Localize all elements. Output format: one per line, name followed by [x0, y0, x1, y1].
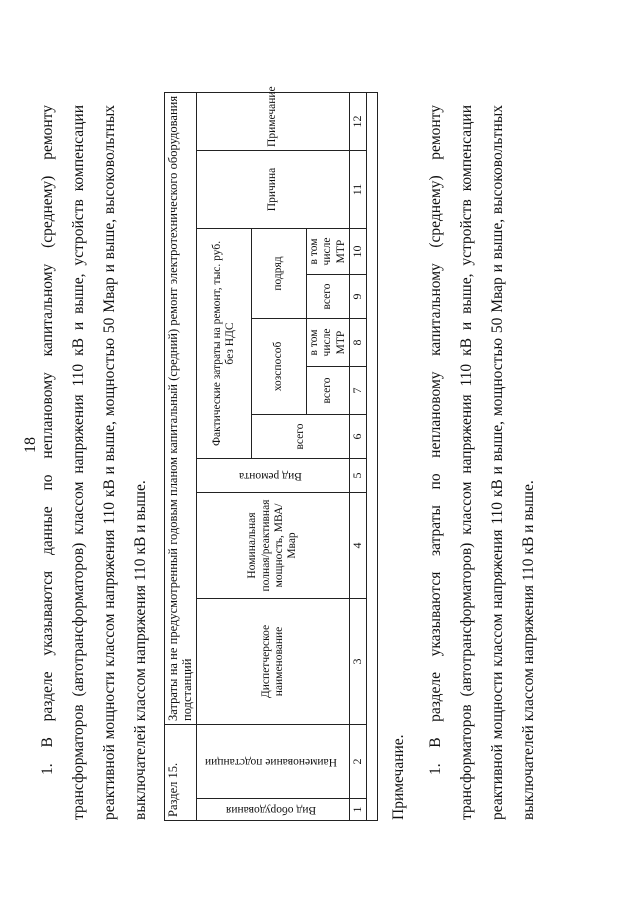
column-number: 12 — [349, 92, 366, 150]
section-label: Раздел 15. — [165, 724, 197, 820]
column-number: 11 — [349, 150, 366, 228]
header-inhouse-total: всего — [307, 366, 350, 414]
column-number: 8 — [349, 318, 366, 366]
header-contract-total: всего — [307, 274, 350, 318]
header-actual-costs: Фактические затраты на ремонт, тыс. руб. без НДС — [196, 228, 251, 458]
header-contract: подряд — [251, 228, 306, 318]
header-repair-type: Вид ремонта — [196, 458, 349, 492]
section-title: Затраты на не предусмотренный годовым планом капитальный (средний) ремонт электротехнического оборудования подстанций — [165, 92, 197, 724]
column-number: 9 — [349, 274, 366, 318]
column-number: 2 — [349, 724, 366, 798]
header-in-house: хозспособ — [251, 318, 306, 414]
note-title: Примечание. — [390, 734, 407, 820]
header-reason: Причина — [196, 150, 349, 228]
header-contract-mtr: в том числе МТР — [307, 228, 350, 274]
column-number: 1 — [349, 799, 366, 821]
column-number: 4 — [349, 492, 366, 598]
section-15-table — [164, 86, 378, 821]
header-equipment-type: Вид оборудования — [196, 799, 349, 821]
header-total: всего — [251, 414, 349, 458]
header-rated-power: Номинальная полная/реактивная мощность, МВА/Мвар — [196, 492, 349, 598]
note-paragraph: 1. В разделе указываются затраты по неплановому капитальному (среднему) ремонту трансформаторов (автотрансформаторов) классом напряжения 110 кВ и выше, устройств компенсации реактивной мощности классом напряжения 110 кВ и выше, мощностью 50 Мвар и выше, высоковольтных выключателей классом напряжения 110 кВ и выше. — [427, 105, 537, 820]
header-dispatch-name: Диспетчерское наименование — [196, 598, 349, 724]
column-number: 5 — [349, 458, 366, 492]
column-number: 3 — [349, 598, 366, 724]
table-bottom-strip — [366, 92, 377, 820]
page-number: 18 — [22, 437, 39, 453]
column-number: 6 — [349, 414, 366, 458]
intro-paragraph: 1. В разделе указываются данные по неплановому капитальному (среднему) ремонту трансформаторов (автотрансформаторов) классом напряжения 110 кВ и выше, устройств компенсации реактивной мощности классом напряжения 110 кВ и выше, мощностью 50 Мвар и выше, высоковольтных выключателей классом напряжения 110 кВ и выше. — [39, 105, 149, 820]
column-number: 10 — [349, 228, 366, 274]
header-inhouse-mtr: в том числе МТР — [307, 318, 350, 366]
header-remark: Примечание — [196, 92, 349, 150]
header-substation-name: Наименование подстанции — [196, 724, 349, 798]
column-number: 7 — [349, 366, 366, 414]
